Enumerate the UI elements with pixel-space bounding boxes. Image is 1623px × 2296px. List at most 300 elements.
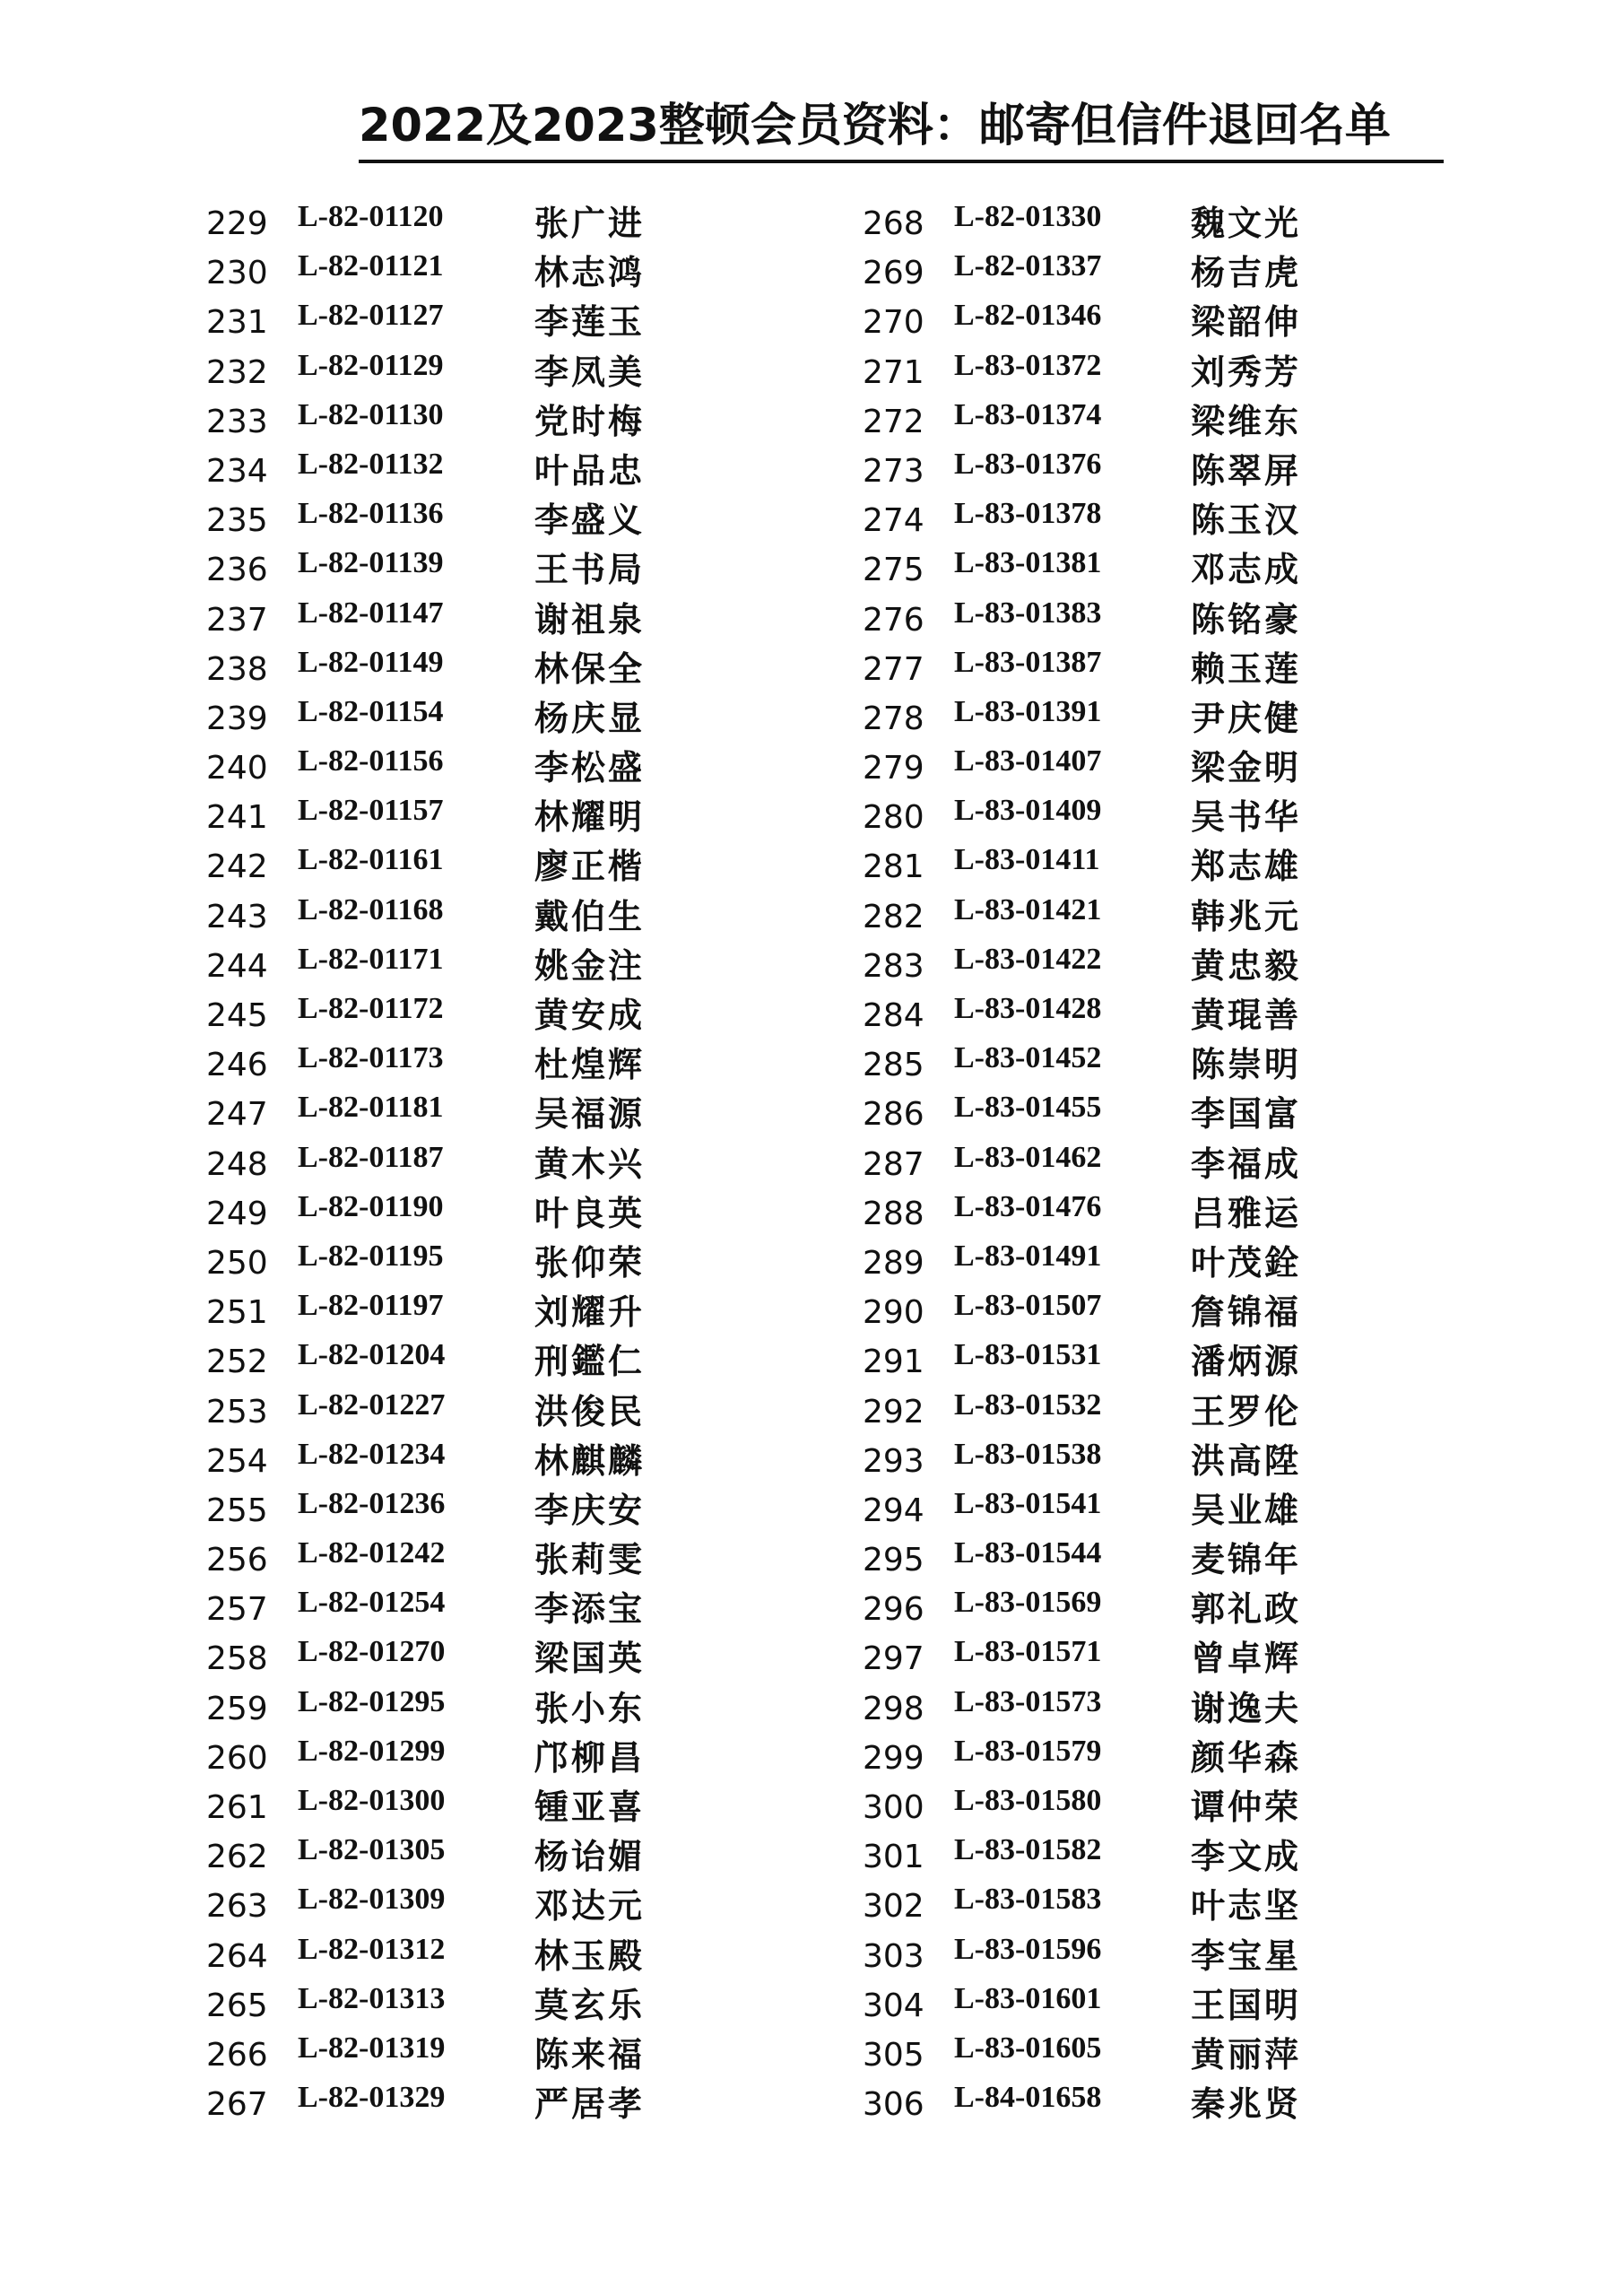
member-code: L-82-01187 xyxy=(298,1140,444,1174)
row-number: 280 xyxy=(863,799,924,837)
member-row xyxy=(206,1979,780,2029)
row-number: 300 xyxy=(863,1789,924,1826)
row-number: 231 xyxy=(206,304,268,342)
member-name: 秦兆贤 xyxy=(1191,2083,1302,2125)
row-number: 295 xyxy=(863,1542,924,1579)
member-code: L-82-01127 xyxy=(298,299,444,333)
row-number: 297 xyxy=(863,1640,924,1678)
row-number: 265 xyxy=(206,1987,268,2024)
row-number: 304 xyxy=(863,1987,924,2024)
row-number: 235 xyxy=(206,502,268,540)
member-row xyxy=(206,2029,780,2078)
row-number: 270 xyxy=(863,304,924,342)
member-code: L-83-01579 xyxy=(954,1734,1102,1768)
row-number: 234 xyxy=(206,452,268,490)
member-row xyxy=(206,742,780,791)
member-row xyxy=(863,1583,1436,1632)
row-number: 269 xyxy=(863,255,924,292)
member-name: 王罗伦 xyxy=(1191,1390,1302,1431)
row-number: 259 xyxy=(206,1690,268,1727)
member-code: L-83-01476 xyxy=(954,1189,1102,1223)
member-name: 谢祖泉 xyxy=(534,598,646,639)
row-number: 284 xyxy=(863,997,924,1034)
row-number: 240 xyxy=(206,750,268,787)
member-name: 锺亚喜 xyxy=(534,1787,646,1827)
member-code: L-82-01242 xyxy=(298,1536,446,1570)
row-number: 274 xyxy=(863,502,924,540)
member-row xyxy=(863,1880,1436,1929)
member-name: 黄琨善 xyxy=(1191,995,1302,1035)
member-row xyxy=(863,1335,1436,1385)
member-code: L-83-01532 xyxy=(954,1387,1102,1422)
member-row xyxy=(206,1683,780,1732)
member-row xyxy=(863,346,1436,396)
member-name: 黄丽萍 xyxy=(1191,2033,1302,2074)
member-row xyxy=(206,1138,780,1187)
member-code: L-83-01409 xyxy=(954,794,1102,828)
row-number: 292 xyxy=(863,1393,924,1431)
member-row xyxy=(863,692,1436,742)
member-row xyxy=(863,296,1436,345)
member-code: L-82-01299 xyxy=(298,1734,446,1768)
member-code: L-82-01234 xyxy=(298,1437,446,1471)
member-row xyxy=(206,2078,780,2127)
member-code: L-82-01121 xyxy=(298,249,444,283)
member-name: 张仰荣 xyxy=(534,1241,646,1283)
member-code: L-83-01391 xyxy=(954,694,1102,728)
member-code: L-82-01129 xyxy=(298,348,444,382)
row-number: 275 xyxy=(863,552,924,589)
member-name: 杜煌辉 xyxy=(534,1044,646,1085)
member-code: L-82-01132 xyxy=(298,447,444,481)
member-row xyxy=(863,1088,1436,1137)
row-number: 249 xyxy=(206,1195,268,1232)
member-name: 李宝星 xyxy=(1191,1935,1302,1976)
member-name: 姚金注 xyxy=(534,944,646,986)
member-name: 谢逸夫 xyxy=(1191,1687,1302,1728)
row-number: 278 xyxy=(863,700,924,737)
member-name: 韩兆元 xyxy=(1191,895,1302,936)
row-number: 287 xyxy=(863,1145,924,1183)
row-number: 291 xyxy=(863,1344,924,1381)
member-row xyxy=(863,544,1436,593)
member-row xyxy=(863,2029,1436,2078)
row-number: 305 xyxy=(863,2036,924,2074)
member-code: L-82-01236 xyxy=(298,1486,446,1520)
member-row xyxy=(863,396,1436,445)
member-name: 邓达元 xyxy=(534,1885,646,1926)
row-number: 248 xyxy=(206,1145,268,1183)
member-code: L-83-01605 xyxy=(954,2031,1102,2065)
row-number: 251 xyxy=(206,1294,268,1332)
member-name: 叶茂銓 xyxy=(1191,1241,1302,1283)
member-row xyxy=(863,1979,1436,2029)
row-number: 306 xyxy=(863,2086,924,2124)
member-name: 谭仲荣 xyxy=(1191,1787,1302,1827)
member-row xyxy=(206,1880,780,1929)
row-number: 267 xyxy=(206,2086,268,2124)
member-name: 莫玄乐 xyxy=(534,1984,646,2025)
row-number: 302 xyxy=(863,1888,924,1926)
member-code: L-83-01452 xyxy=(954,1041,1102,1075)
member-name: 李盛义 xyxy=(534,500,646,541)
member-row xyxy=(206,1286,780,1335)
member-code: L-82-01156 xyxy=(298,744,444,778)
row-number: 245 xyxy=(206,997,268,1034)
member-code: L-83-01583 xyxy=(954,1883,1102,1917)
member-row xyxy=(206,197,780,247)
member-code: L-82-01295 xyxy=(298,1684,446,1718)
member-code: L-83-01376 xyxy=(954,447,1102,481)
member-code: L-82-01305 xyxy=(298,1833,446,1867)
member-name: 麦锦年 xyxy=(1191,1539,1302,1580)
member-row xyxy=(206,791,780,840)
row-number: 294 xyxy=(863,1492,924,1529)
member-code: L-83-01601 xyxy=(954,1981,1102,2015)
row-number: 299 xyxy=(863,1739,924,1777)
row-number: 260 xyxy=(206,1739,268,1777)
member-code: L-84-01658 xyxy=(954,2081,1102,2115)
member-code: L-83-01538 xyxy=(954,1437,1102,1471)
row-number: 230 xyxy=(206,255,268,292)
row-number: 232 xyxy=(206,353,268,391)
member-name: 李国富 xyxy=(1191,1093,1302,1135)
member-code: L-83-01507 xyxy=(954,1289,1102,1323)
member-name: 王书局 xyxy=(534,549,646,590)
row-number: 272 xyxy=(863,403,924,440)
member-code: L-82-01157 xyxy=(298,794,444,828)
member-row xyxy=(863,840,1436,890)
member-name: 吕雅运 xyxy=(1191,1192,1302,1233)
member-code: L-82-01329 xyxy=(298,2081,446,2115)
row-number: 253 xyxy=(206,1393,268,1431)
member-code: L-82-01173 xyxy=(298,1041,444,1075)
member-name: 严居孝 xyxy=(534,2083,646,2125)
member-code: L-82-01130 xyxy=(298,397,444,431)
right-column xyxy=(863,197,1436,2127)
member-code: L-82-01161 xyxy=(298,843,444,877)
member-name: 魏文光 xyxy=(1191,203,1302,243)
member-row xyxy=(206,1732,780,1781)
member-name: 曾卓辉 xyxy=(1191,1638,1302,1679)
member-name: 尹庆健 xyxy=(1191,697,1302,738)
member-name: 潘炳源 xyxy=(1191,1341,1302,1382)
member-row xyxy=(863,1435,1436,1484)
member-row xyxy=(863,1039,1436,1088)
member-row xyxy=(206,940,780,989)
member-code: L-83-01569 xyxy=(954,1586,1102,1620)
member-code: L-82-01204 xyxy=(298,1338,446,1372)
member-code: L-82-01300 xyxy=(298,1784,446,1817)
member-code: L-83-01491 xyxy=(954,1239,1102,1273)
row-number: 276 xyxy=(863,601,924,639)
member-name: 陈铭豪 xyxy=(1191,598,1302,639)
row-number: 263 xyxy=(206,1888,268,1926)
member-row xyxy=(863,1683,1436,1732)
left-column xyxy=(206,197,780,2127)
member-row xyxy=(206,1484,780,1534)
member-name: 洪高陞 xyxy=(1191,1439,1302,1481)
member-name: 邓志成 xyxy=(1191,549,1302,590)
member-code: L-82-01195 xyxy=(298,1239,444,1273)
member-row xyxy=(863,197,1436,247)
member-code: L-83-01428 xyxy=(954,992,1102,1025)
member-code: L-82-01313 xyxy=(298,1981,446,2015)
member-name: 梁韶伸 xyxy=(1191,301,1302,343)
member-code: L-83-01381 xyxy=(954,546,1102,580)
row-number: 285 xyxy=(863,1047,924,1084)
member-row xyxy=(206,445,780,494)
member-row xyxy=(863,247,1436,296)
row-number: 237 xyxy=(206,601,268,639)
member-name: 黄安成 xyxy=(534,995,646,1035)
member-row xyxy=(206,396,780,445)
member-code: L-83-01455 xyxy=(954,1091,1102,1125)
member-name: 林玉殿 xyxy=(534,1935,646,1976)
member-name: 李凤美 xyxy=(534,351,646,392)
member-row xyxy=(863,1286,1436,1335)
member-name: 戴伯生 xyxy=(534,895,646,936)
member-code: L-83-01422 xyxy=(954,942,1102,976)
member-code: L-82-01181 xyxy=(298,1091,444,1125)
member-name: 张莉雯 xyxy=(534,1539,646,1580)
member-row xyxy=(206,1930,780,1979)
member-row xyxy=(206,1831,780,1880)
member-name: 杨吉虎 xyxy=(1191,252,1302,293)
member-row xyxy=(206,1534,780,1583)
member-name: 张小东 xyxy=(534,1687,646,1728)
member-name: 林志鸿 xyxy=(534,252,646,293)
row-number: 244 xyxy=(206,947,268,985)
row-number: 239 xyxy=(206,700,268,737)
row-number: 277 xyxy=(863,650,924,688)
member-row xyxy=(863,1237,1436,1286)
member-name: 郭礼政 xyxy=(1191,1588,1302,1630)
member-name: 梁维东 xyxy=(1191,400,1302,441)
member-name: 郑志雄 xyxy=(1191,846,1302,887)
member-row xyxy=(863,940,1436,989)
row-number: 236 xyxy=(206,552,268,589)
row-number: 254 xyxy=(206,1442,268,1480)
member-name: 梁国英 xyxy=(534,1638,646,1679)
member-name: 刑鑑仁 xyxy=(534,1341,646,1382)
member-name: 刘耀升 xyxy=(534,1292,646,1333)
page-title: 2022及2023整顿会员资料：邮寄但信件退回名单 xyxy=(359,97,1444,163)
member-name: 黄忠毅 xyxy=(1191,944,1302,986)
member-name: 王国明 xyxy=(1191,1984,1302,2025)
member-row xyxy=(863,989,1436,1039)
member-row xyxy=(206,840,780,890)
row-number: 229 xyxy=(206,205,268,242)
member-code: L-82-01172 xyxy=(298,992,444,1025)
member-row xyxy=(206,692,780,742)
row-number: 255 xyxy=(206,1492,268,1529)
row-number: 271 xyxy=(863,353,924,391)
row-number: 261 xyxy=(206,1789,268,1826)
member-row xyxy=(863,1138,1436,1187)
member-row xyxy=(863,1632,1436,1682)
row-number: 250 xyxy=(206,1244,268,1282)
member-code: L-83-01596 xyxy=(954,1932,1102,1966)
member-code: L-82-01168 xyxy=(298,892,444,926)
row-number: 268 xyxy=(863,205,924,242)
member-name: 张广进 xyxy=(534,203,646,243)
member-row xyxy=(863,1930,1436,1979)
row-number: 289 xyxy=(863,1244,924,1282)
row-number: 257 xyxy=(206,1591,268,1629)
row-number: 262 xyxy=(206,1839,268,1876)
member-code: L-82-01120 xyxy=(298,200,444,233)
member-code: L-82-01136 xyxy=(298,497,444,531)
member-code: L-82-01227 xyxy=(298,1387,446,1422)
row-number: 238 xyxy=(206,650,268,688)
row-number: 286 xyxy=(863,1096,924,1134)
member-code: L-82-01312 xyxy=(298,1932,446,1966)
member-code: L-83-01407 xyxy=(954,744,1102,778)
row-number: 293 xyxy=(863,1442,924,1480)
member-code: L-82-01337 xyxy=(954,249,1102,283)
member-code: L-82-01171 xyxy=(298,942,444,976)
member-row xyxy=(206,1187,780,1237)
member-row xyxy=(863,1484,1436,1534)
row-number: 296 xyxy=(863,1591,924,1629)
row-number: 242 xyxy=(206,848,268,886)
member-row xyxy=(863,643,1436,692)
member-name: 李添宝 xyxy=(534,1588,646,1630)
member-name: 叶志坚 xyxy=(1191,1885,1302,1926)
member-code: L-82-01149 xyxy=(298,645,444,679)
member-row xyxy=(863,1534,1436,1583)
member-name: 廖正楷 xyxy=(534,846,646,887)
member-name: 林耀明 xyxy=(534,796,646,838)
member-name: 洪俊民 xyxy=(534,1390,646,1431)
member-code: L-82-01270 xyxy=(298,1635,446,1669)
row-number: 281 xyxy=(863,848,924,886)
member-name: 林保全 xyxy=(534,648,646,689)
member-row xyxy=(206,1088,780,1137)
member-name: 詹锦福 xyxy=(1191,1292,1302,1333)
member-row xyxy=(863,1386,1436,1435)
member-row xyxy=(206,594,780,643)
member-code: L-82-01190 xyxy=(298,1189,444,1223)
member-row xyxy=(863,1781,1436,1831)
member-row xyxy=(863,445,1436,494)
member-name: 吴业雄 xyxy=(1191,1489,1302,1530)
row-number: 233 xyxy=(206,403,268,440)
row-number: 241 xyxy=(206,799,268,837)
row-number: 298 xyxy=(863,1690,924,1727)
member-code: L-82-01139 xyxy=(298,546,444,580)
member-code: L-83-01544 xyxy=(954,1536,1102,1570)
member-row xyxy=(863,891,1436,940)
member-code: L-82-01254 xyxy=(298,1586,446,1620)
member-row xyxy=(206,1781,780,1831)
member-row xyxy=(206,989,780,1039)
member-name: 叶品忠 xyxy=(534,449,646,491)
member-code: L-82-01330 xyxy=(954,200,1102,233)
member-row xyxy=(206,643,780,692)
row-number: 256 xyxy=(206,1542,268,1579)
member-code: L-82-01319 xyxy=(298,2031,446,2065)
member-code: L-83-01372 xyxy=(954,348,1102,382)
member-row xyxy=(206,494,780,544)
member-name: 陈翠屏 xyxy=(1191,449,1302,491)
member-name: 林麒麟 xyxy=(534,1439,646,1481)
member-code: L-82-01346 xyxy=(954,299,1102,333)
member-name: 杨诒媚 xyxy=(534,1836,646,1877)
member-code: L-82-01197 xyxy=(298,1289,444,1323)
member-row xyxy=(206,544,780,593)
member-name: 李庆安 xyxy=(534,1489,646,1530)
member-name: 吴书华 xyxy=(1191,796,1302,838)
row-number: 282 xyxy=(863,898,924,935)
member-row xyxy=(206,346,780,396)
member-name: 李福成 xyxy=(1191,1143,1302,1184)
member-name: 刘秀芳 xyxy=(1191,351,1302,392)
member-row xyxy=(863,791,1436,840)
member-code: L-83-01383 xyxy=(954,596,1102,630)
row-number: 246 xyxy=(206,1047,268,1084)
member-name: 赖玉莲 xyxy=(1191,648,1302,689)
member-code: L-83-01571 xyxy=(954,1635,1102,1669)
member-code: L-83-01411 xyxy=(954,843,1100,877)
member-code: L-83-01421 xyxy=(954,892,1102,926)
row-number: 264 xyxy=(206,1937,268,1975)
member-name: 邝柳昌 xyxy=(534,1736,646,1778)
member-row xyxy=(863,1187,1436,1237)
member-name: 梁金明 xyxy=(1191,747,1302,788)
member-code: L-83-01580 xyxy=(954,1784,1102,1817)
member-row xyxy=(206,1435,780,1484)
row-number: 279 xyxy=(863,750,924,787)
member-row xyxy=(863,1732,1436,1781)
row-number: 258 xyxy=(206,1640,268,1678)
member-row xyxy=(206,1583,780,1632)
member-code: L-83-01573 xyxy=(954,1684,1102,1718)
member-code: L-82-01309 xyxy=(298,1883,446,1917)
member-code: L-83-01541 xyxy=(954,1486,1102,1520)
row-number: 301 xyxy=(863,1839,924,1876)
member-name: 黄木兴 xyxy=(534,1143,646,1184)
member-name: 陈玉汉 xyxy=(1191,500,1302,541)
member-code: L-83-01387 xyxy=(954,645,1102,679)
row-number: 252 xyxy=(206,1344,268,1381)
member-row xyxy=(206,1237,780,1286)
row-number: 247 xyxy=(206,1096,268,1134)
member-code: L-82-01154 xyxy=(298,694,444,728)
row-number: 288 xyxy=(863,1195,924,1232)
member-code: L-83-01378 xyxy=(954,497,1102,531)
member-row xyxy=(206,1632,780,1682)
member-code: L-83-01462 xyxy=(954,1140,1102,1174)
row-number: 303 xyxy=(863,1937,924,1975)
member-row xyxy=(863,742,1436,791)
member-row xyxy=(863,1831,1436,1880)
member-name: 李莲玉 xyxy=(534,301,646,343)
member-code: L-83-01374 xyxy=(954,397,1102,431)
member-row xyxy=(206,296,780,345)
row-number: 266 xyxy=(206,2036,268,2074)
member-row xyxy=(206,1386,780,1435)
member-name: 李文成 xyxy=(1191,1836,1302,1877)
member-row xyxy=(863,494,1436,544)
member-row xyxy=(863,594,1436,643)
member-name: 陈崇明 xyxy=(1191,1044,1302,1085)
member-row xyxy=(863,2078,1436,2127)
member-code: L-83-01531 xyxy=(954,1338,1102,1372)
member-name: 叶良英 xyxy=(534,1192,646,1233)
member-name: 杨庆显 xyxy=(534,697,646,738)
